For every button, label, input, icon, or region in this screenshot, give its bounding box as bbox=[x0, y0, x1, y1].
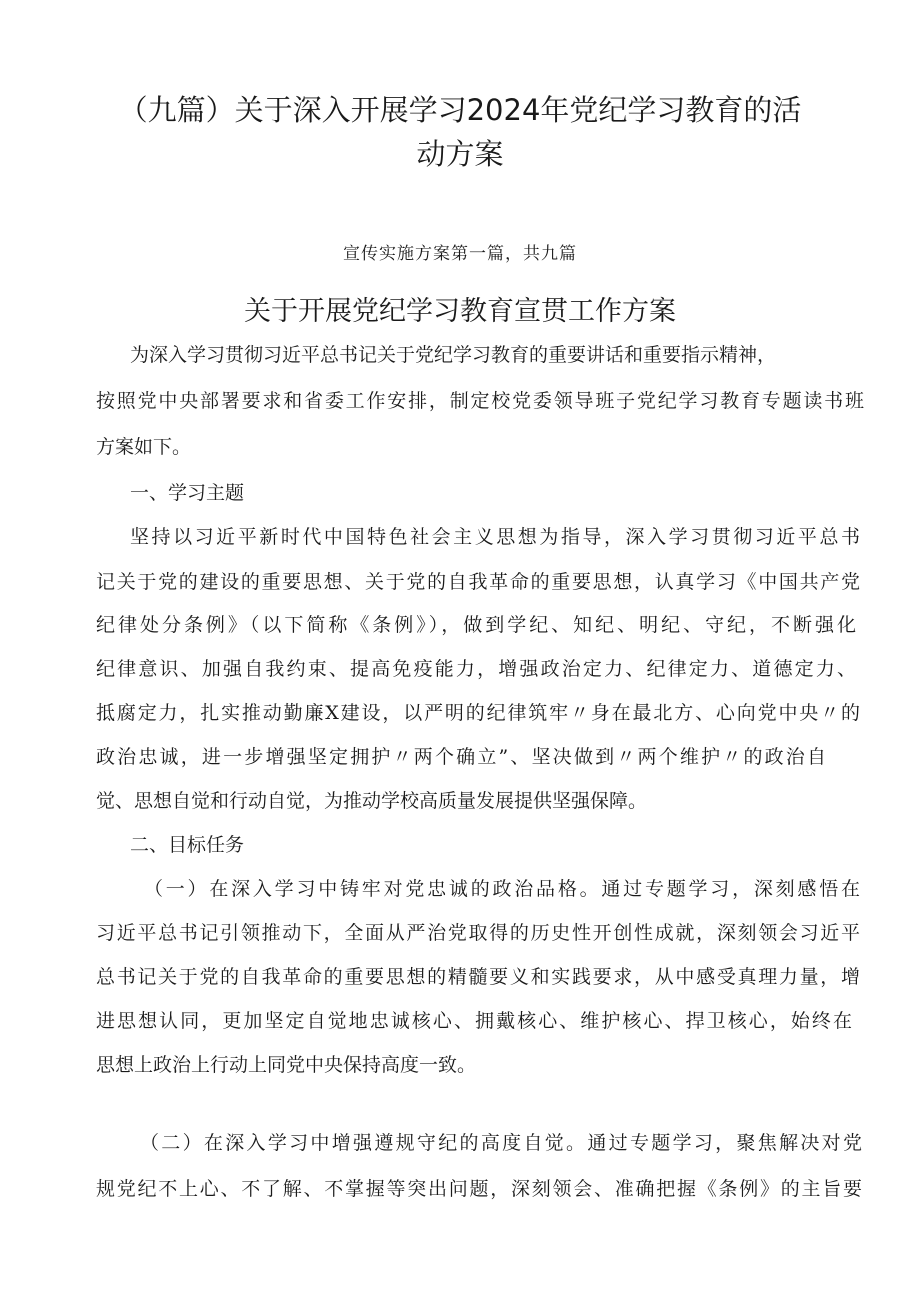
body-line: 政治忠诚，进一步增强坚定拥护〃两个确立”、坚决做到〃两个维护〃的政治自 bbox=[96, 746, 826, 768]
body-line: 规党纪不上心、不了解、不掌握等突出问题，深刻领会、准确把握《条例》的主旨要 bbox=[96, 1178, 862, 1200]
section-heading: 一、学习主题 bbox=[130, 482, 245, 504]
body-line: 纪律意识、加强自我约束、提高免疫能力，增强政治定力、纪律定力、道德定力、 bbox=[96, 658, 856, 680]
body-line: （二）在深入学习中增强遵规守纪的高度自觉。通过专题学习，聚焦解决对党 bbox=[140, 1132, 862, 1154]
body-line: 思想上政治上行动上同党中央保持高度一致。 bbox=[96, 1054, 477, 1076]
document-subtitle: 宣传实施方案第一篇，共九篇 bbox=[343, 244, 577, 264]
section-title: 关于开展党纪学习教育宣贯工作方案 bbox=[244, 296, 676, 327]
document-title-line-2: 动方案 bbox=[416, 137, 504, 171]
body-line: 纪律处分条例》（以下简称《条例》），做到学纪、知纪、明纪、守纪，不断强化 bbox=[96, 614, 856, 636]
body-line: 按照党中央部署要求和省委工作安排，制定校党委领导班子党纪学习教育专题读书班 bbox=[96, 390, 864, 412]
body-line: 抵腐定力，扎实推动勤廉X建设，以严明的纪律筑牢〃身在最北方、心向党中央〃的 bbox=[96, 702, 860, 724]
body-line: 坚持以习近平新时代中国特色社会主义思想为指导，深入学习贯彻习近平总书 bbox=[130, 526, 860, 548]
document-title-line-1: （九篇）关于深入开展学习2024年党纪学习教育的活 bbox=[118, 93, 802, 127]
body-line: 总书记关于党的自我革命的重要思想的精髓要义和实践要求，从中感受真理力量，增 bbox=[96, 966, 860, 988]
body-line: （一）在深入学习中铸牢对党忠诚的政治品格。通过专题学习，深刻感悟在 bbox=[144, 878, 860, 900]
body-line: 觉、思想自觉和行动自觉，为推动学校高质量发展提供坚强保障。 bbox=[96, 790, 648, 812]
body-line: 习近平总书记引领推动下，全面从严治党取得的历史性开创性成就，深刻领会习近平 bbox=[96, 922, 860, 944]
section-heading: 二、目标任务 bbox=[130, 834, 245, 856]
body-line: 进思想认同，更加坚定自觉地忠诚核心、拥戴核心、维护核心、捍卫核心，始终在 bbox=[96, 1010, 852, 1032]
body-line: 方案如下。 bbox=[96, 436, 192, 458]
body-line: 为深入学习贯彻习近平总书记关于党纪学习教育的重要讲话和重要指示精神， bbox=[130, 344, 777, 366]
body-line: 记关于党的建设的重要思想、关于党的自我革命的重要思想，认真学习《中国共产党 bbox=[96, 571, 860, 593]
